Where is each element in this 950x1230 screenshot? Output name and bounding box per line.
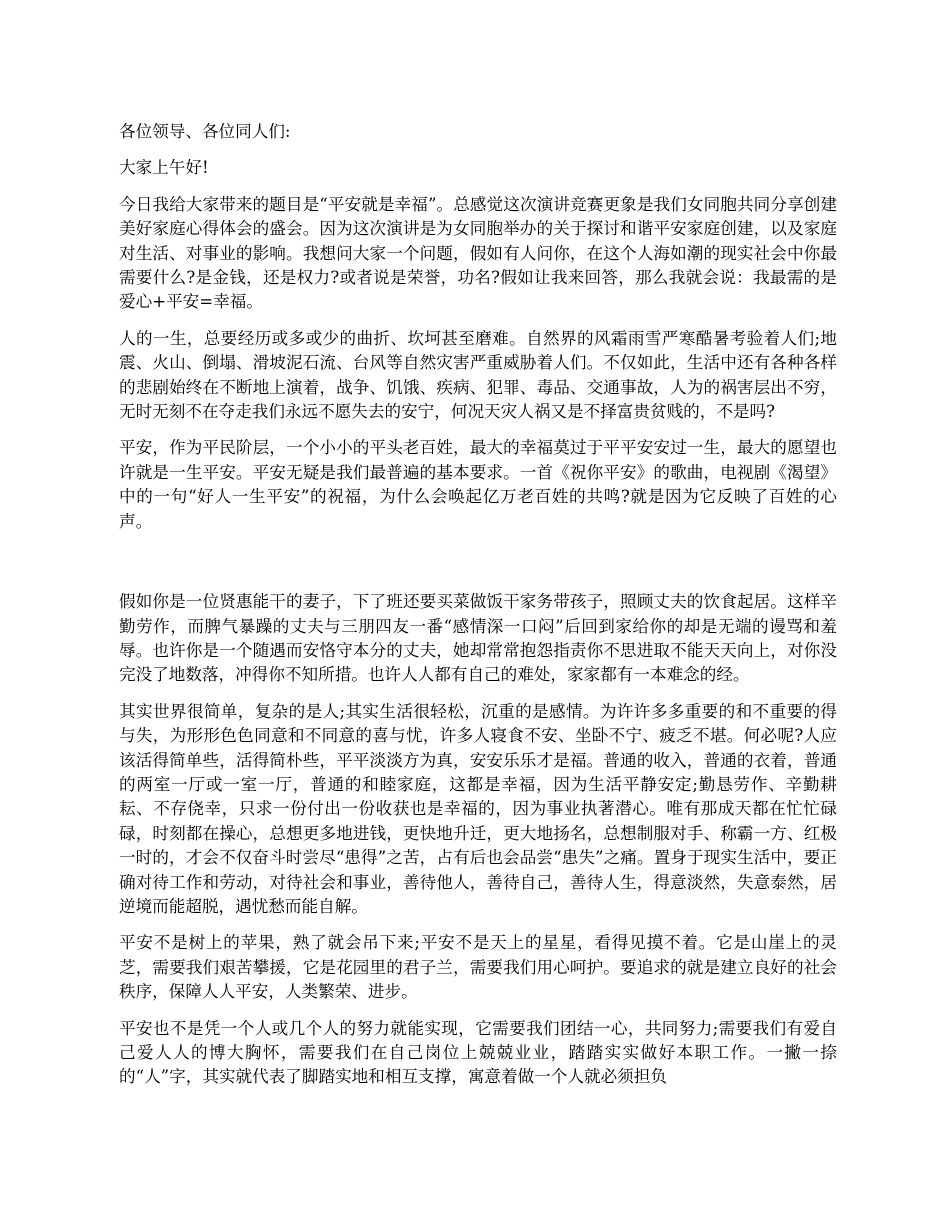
- body-paragraph: 平安，作为平民阶层，一个小小的平头老百姓，最大的幸福莫过于平平安安过一生，最大的愿望也许就是一生平安。平安无疑是我们最普遍的基本要求。一首《祝你平安》的歌曲，电视剧《渴望》中的一句“好人一生平安”的祝福，为什么会唤起亿万老百姓的共鸣?就是因为它反映了百姓的心声。: [119, 438, 837, 531]
- greeting: 大家上午好!: [119, 158, 209, 178]
- body-paragraph: 人的一生，总要经历或多或少的曲折、坎坷甚至磨难。自然界的风霜雨雪严寒酷暑考验着人们;地震、火山、倒塌、滑坡泥石流、台风等自然灾害严重威胁着人们。不仅如此，生活中还有各种各样的悲剧始终在不断地上演着，战争、饥饿、疾病、犯罪、毒品、交通事故，人为的祸害层出不穷，无时无刻不在夺走我们永远不愿失去的安宁，何况天灾人祸又是不择富贵贫贱的，不是吗?: [119, 328, 837, 422]
- body-paragraph: 其实世界很简单，复杂的是人;其实生活很轻松，沉重的是感情。为许许多多重要的和不重要的得与失，为形形色色同意和不同意的喜与忧，许多人寝食不安、坐卧不宁、疲乏不堪。何必呢?人应该活得简单些，活得简朴些，平平淡淡方为真，安安乐乐才是福。普通的收入，普通的衣着，普通的两室一厅或一室一厅，普通的和睦家庭，这都是幸福，因为生活平静安定;勤恳劳作、辛勤耕耘、不存侥幸，只求一份付出一份收获也是幸福的，因为事业执著潜心。唯有那成天都在忙忙碌碌，时刻都在操心，总想更多地进钱，更快地升迁，更大地扬名，总想制服对手、称霸一方、红极一时的，才会不仅奋斗时尝尽“患得”之苦，占有后也会品尝“患失”之痛。置身于现实生活中，要正确对待工作和劳动，对待社会和事业，善待他人，善待自己，善待人生，得意淡然，失意泰然，居逆境而能超脱，遇忧愁而能自解。: [119, 701, 837, 916]
- paragraph-gap: [119, 546, 837, 590]
- body-paragraph: 假如你是一位贤惠能干的妻子，下了班还要买菜做饭干家务带孩子，照顾丈夫的饮食起居。这样辛勤劳作，而脾气暴躁的丈夫与三朋四友一番“感情深一口闷”后回到家给你的却是无端的谩骂和羞辱。也许你是一个随遇而安恪守本分的丈夫，她却常常抱怨指责你不思进取不能天天向上，对你没完没了地数落，冲得你不知所措。也许人人都有自己的难处，家家都有一本难念的经。: [119, 592, 837, 685]
- body-paragraph: 平安也不是凭一个人或几个人的努力就能实现，它需要我们团结一心，共同努力;需要我们有爱自己爱人人的博大胸怀，需要我们在自己岗位上兢兢业业，踏踏实实做好本职工作。一撇一捺的“人”字，其实就代表了脚踏实地和相互支撑，寓意着做一个人就必须担负: [119, 1018, 837, 1087]
- body-paragraph: 平安不是树上的苹果，熟了就会吊下来;平安不是天上的星星，看得见摸不着。它是山崖上的灵芝，需要我们艰苦攀援，它是花园里的君子兰，需要我们用心呵护。要追求的就是建立良好的社会秩序，保障人人平安，人类繁荣、进步。: [119, 933, 837, 1002]
- body-paragraph: 今日我给大家带来的题目是“平安就是幸福”。总感觉这次演讲竞赛更象是我们女同胞共同分享创建美好家庭心得体会的盛会。因为这次演讲是为女同胞举办的关于探讨和谐平安家庭创建，以及家庭对生活、对事业的影响。我想问大家一个问题，假如有人问你，在这个人海如潮的现实社会中你最需要什么?是金钱，还是权力?或者说是荣誉，功名?假如让我来回答，那么我就会说：我最需的是爱心+平安=幸福。: [119, 194, 837, 312]
- salutation: 各位领导、各位同人们:: [119, 122, 291, 141]
- document-page: [119, 120, 837, 1102]
